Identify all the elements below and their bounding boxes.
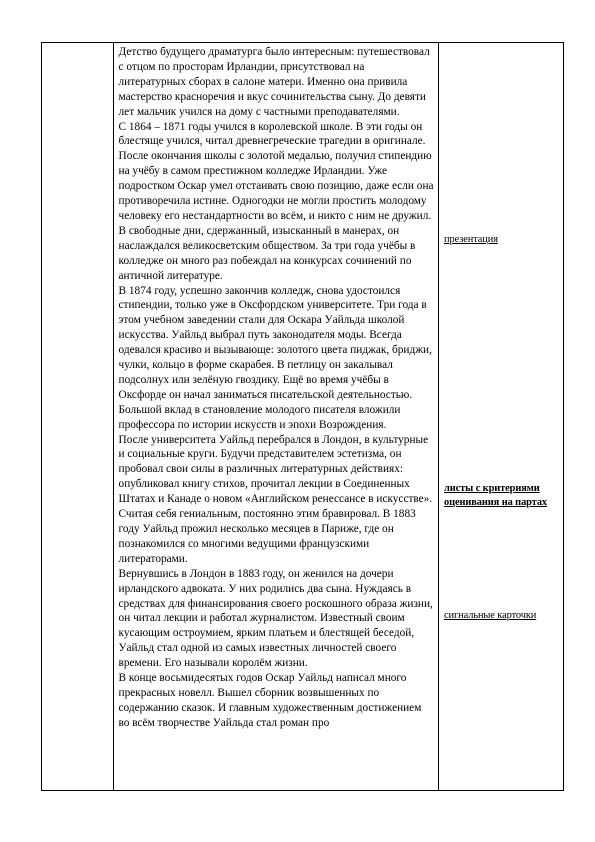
lesson-table (41, 42, 564, 791)
biography-text (114, 43, 438, 731)
paragraph: С 1864 – 1871 годы учился в королевской школе. В эти годы он блестяще учился, читал древнегреческие трагедии в оригинале. После окончания школы с золотой медалью, получил стипендию на учёбу в самом престижном колледже Ирландии. Уже подростком Оскар умел отстаивать свою позицию, даже если она противоречила истине. Одногодки не могли простить молодому человеку его нестандартности во всём, и никто с ним не дружил. В свободные дни, сдержанный, изысканный в манерах, он наслаждался великосветским обществом. За три года учёбы в колледже он много раз побеждал на конкурсах сочинений по античной литературе. (118, 120, 434, 282)
note-criteria-sheets: листы с критериями оценивания на партах (444, 483, 548, 509)
content-cell (113, 43, 438, 791)
paragraph: В конце восьмидесятых годов Оскар Уайльд написал много прекрасных новелл. Вышел сборник возвышенных по содержанию сказок. И главным художественным достижением во всём творчестве Уайльда стал роман про (118, 672, 422, 729)
paragraph: Вернувшись в Лондон в 1883 году, он женился на дочери ирландского адвоката. У них родились два сына. Нуждаясь в средствах для финансирования своего роскошного образа жизни, он читал лекции и работал журналистом. Известный своим кусающим остроумием, ярким платьем и блестящей беседой, Уайльд стал одной из самых известных личностей своего времени. Его называли королём жизни. (118, 567, 433, 670)
paragraph: После университета Уайльд перебрался в Лондон, в культурные и социальные круги. Будучи представителем эстетизма, он пробовал свои силы в различных литературных действиях: опубликовал книгу стихов, прочитал лекции в Соединенных Штатах и Канаде о новом «Английском ренессансе в искусстве». Считая себя гениальным, постоянно этим бравировал. В 1883 году Уайльд прожил несколько месяцев в Париже, где он познакомился со многими ведущими французскими литераторами. (118, 433, 433, 565)
empty-cell (42, 43, 114, 791)
paragraph: Детство будущего драматурга было интересным: путешествовал с отцом по просторам Ирландии, присутствовал на литературных сборах в салоне матери. Именно она привила мастерство красноречия и вкус сочинительства сыну. До девяти лет мальчик учился на дому с частными преподавателями. (118, 46, 430, 118)
table-row (42, 43, 564, 791)
resources-cell (439, 43, 564, 791)
note-presentation: презентация (444, 234, 498, 245)
note-signal-cards: сигнальные карточки (444, 610, 537, 621)
paragraph: В 1874 году, успешно закончив колледж, снова удостоился стипендии, только уже в Оксфордском университете. Три года в этом учебном заведении стали для Оскара Уайльда школой искусства. Уайльд выбрал путь законодателя моды. Всегда одевался красиво и вызывающе: золотого цвета пиджак, бриджи, чулки, кольцо в форме скарабея. В петлицу он закалывал подсолнух или зелёную гвоздику. Ещё во время учёбы в Оксфорде он начал заниматься писательской деятельностью. Большой вклад в становление молодого писателя вложили профессора по истории искусств и эпохи Возрождения. (118, 284, 432, 431)
